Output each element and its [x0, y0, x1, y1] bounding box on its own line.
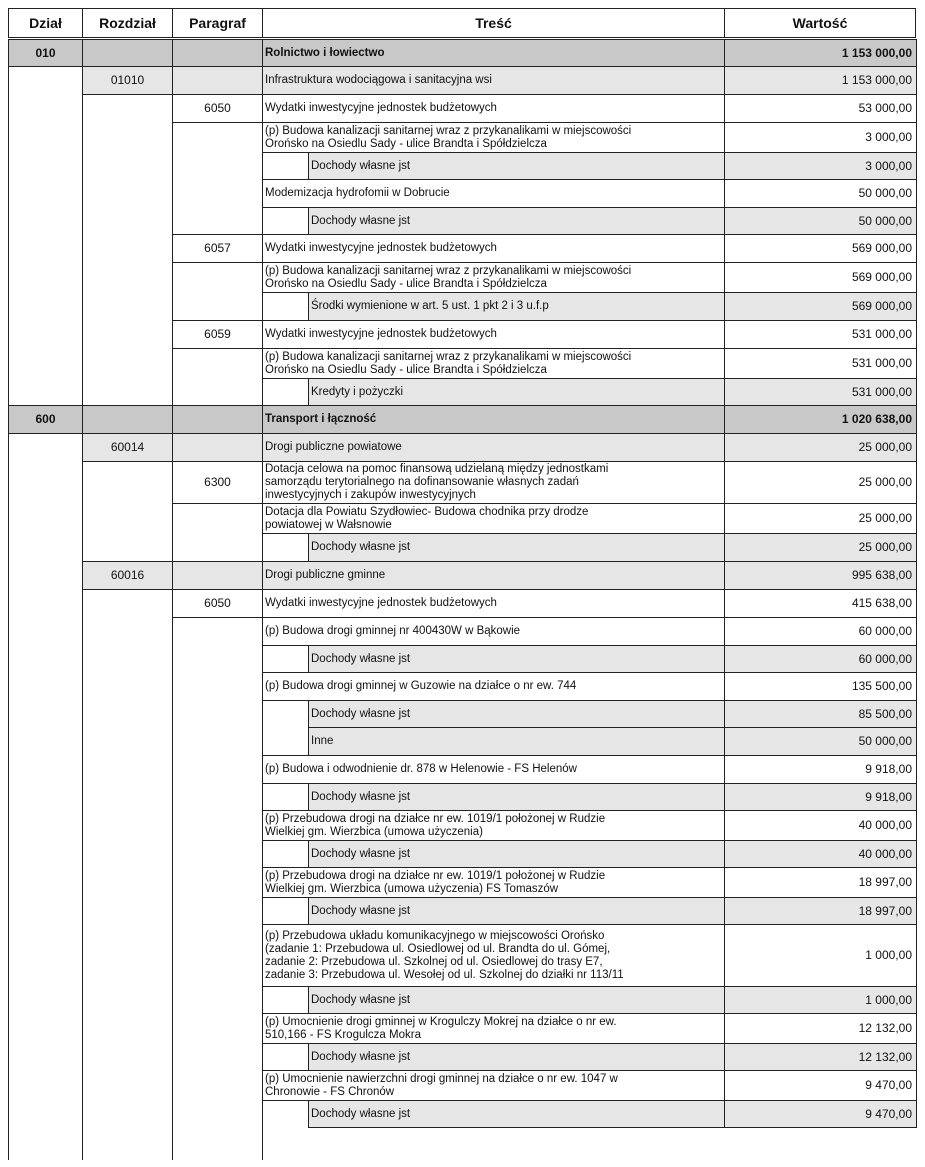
- funding-source: Inne: [308, 727, 725, 756]
- table-row-zrodlo: [8, 207, 916, 234]
- funding-source: Dochody własne jst: [308, 207, 725, 235]
- row-value: 18 997,00: [724, 897, 917, 925]
- row-value: 1 153 000,00: [724, 39, 917, 67]
- funding-source: Dochody własne jst: [308, 986, 725, 1014]
- task-name: (p) Przebudowa drogi na działce nr ew. 1019/1 położonej w Rudzie Wielkiej gm. Wierzbica (umowa użyczenia) FS Tomaszów: [262, 867, 725, 898]
- row-value: 1 153 000,00: [724, 66, 917, 95]
- paragraf-name: Wydatki inwestycyjne jednostek budżetowych: [262, 234, 725, 263]
- row-value: 9 470,00: [724, 1070, 917, 1101]
- funding-source: Dochody własne jst: [308, 700, 725, 728]
- row-value: 3 000,00: [724, 122, 917, 153]
- row-value: 25 000,00: [724, 433, 917, 462]
- task-name: (p) Budowa kanalizacji sanitarnej wraz z przykanalikami w miejscowości Orońsko na Osiedlu Sady - ulice Brandta i Spółdzielcza: [262, 122, 725, 153]
- grid-line-paragraf: [262, 39, 263, 1160]
- paragraf-cell: [172, 66, 263, 95]
- table-row-zadanie: [8, 262, 916, 292]
- rozdzial-code: 60014: [82, 433, 173, 462]
- row-value: 1 000,00: [724, 986, 917, 1014]
- task-name: (p) Umocnienie drogi gminnej w Krogulczy Mokrej na działce o nr ew. 510,166 - FS Krogulcza Mokra: [262, 1013, 725, 1044]
- paragraf-cell: [172, 433, 263, 462]
- table-row-rozdzial: [8, 433, 916, 461]
- table-row-paragraf: [8, 589, 916, 617]
- funding-source: Dochody własne jst: [308, 783, 725, 811]
- row-value: 9 918,00: [724, 783, 917, 811]
- table-row-zrodlo: [8, 700, 916, 727]
- row-value: 25 000,00: [724, 503, 917, 534]
- funding-source: Dochody własne jst: [308, 1100, 725, 1128]
- row-value: 569 000,00: [724, 292, 917, 321]
- funding-source: Dochody własne jst: [308, 533, 725, 562]
- row-value: 569 000,00: [724, 234, 917, 263]
- task-name: (p) Budowa drogi gminnej nr 400430W w Bąkowie: [262, 617, 725, 646]
- table-row-zadanie: [8, 1070, 916, 1100]
- task-name: (p) Budowa drogi gminnej w Guzowie na działce o nr ew. 744: [262, 672, 725, 701]
- table-row-zadanie: [8, 503, 916, 533]
- header-dzial: Dział: [8, 8, 83, 38]
- dzial-name: Rolnictwo i łowiectwo: [262, 39, 725, 67]
- paragraf-name: Wydatki inwestycyjne jednostek budżetowych: [262, 320, 725, 349]
- table-row-paragraf: [8, 461, 916, 503]
- task-name: (p) Przebudowa drogi na działce nr ew. 1019/1 położonej w Rudzie Wielkiej gm. Wierzbica (umowa użyczenia): [262, 810, 725, 841]
- funding-source: Dochody własne jst: [308, 897, 725, 925]
- row-value: 415 638,00: [724, 589, 917, 618]
- table-row-paragraf: [8, 320, 916, 348]
- paragraf-cell: [172, 405, 263, 434]
- table-row-zadanie: [8, 672, 916, 700]
- table-row-zadanie: [8, 755, 916, 783]
- task-name: (p) Budowa i odwodnienie dr. 878 w Helenowie - FS Helenów: [262, 755, 725, 784]
- task-name: (p) Budowa kanalizacji sanitarnej wraz z przykanalikami w miejscowości Orońsko na Osiedlu Sady - ulice Brandta i Spółdzielcza: [262, 348, 725, 379]
- table-row-paragraf: [8, 94, 916, 122]
- row-value: 18 997,00: [724, 867, 917, 898]
- table-row-paragraf: [8, 234, 916, 262]
- row-value: 60 000,00: [724, 645, 917, 673]
- rozdzial-name: Infrastruktura wodociągowa i sanitacyjna wsi: [262, 66, 725, 95]
- table-row-zadanie: [8, 810, 916, 840]
- table-row-rozdzial: [8, 66, 916, 94]
- dzial-code: 600: [8, 405, 83, 434]
- grid-line-dzial: [82, 39, 83, 1160]
- table-row-zrodlo: [8, 1100, 916, 1127]
- header-wartosc: Wartość: [724, 8, 916, 38]
- row-value: 53 000,00: [724, 94, 917, 123]
- table-row-zrodlo: [8, 645, 916, 672]
- table-row-zrodlo: [8, 783, 916, 810]
- row-value: 531 000,00: [724, 320, 917, 349]
- table-row-zrodlo: [8, 727, 916, 755]
- dzial-name: Transport i łączność: [262, 405, 725, 434]
- funding-source: Kredyty i pożyczki: [308, 378, 725, 406]
- header-tresc: Treść: [262, 8, 725, 38]
- row-value: 50 000,00: [724, 207, 917, 235]
- table-row-zrodlo: [8, 840, 916, 867]
- row-value: 40 000,00: [724, 810, 917, 841]
- table-row-rozdzial: [8, 561, 916, 589]
- task-name: (p) Umocnienie nawierzchni drogi gminnej na działce o nr ew. 1047 w Chronowie - FS Chronów: [262, 1070, 725, 1101]
- paragraf-code: 6050: [172, 94, 263, 123]
- paragraf-code: 6059: [172, 320, 263, 349]
- header-paragraf: Paragraf: [172, 8, 263, 38]
- paragraf-code: 6050: [172, 589, 263, 618]
- table-row-zadanie: [8, 122, 916, 152]
- table-row-zrodlo: [8, 533, 916, 561]
- paragraf-cell: [172, 39, 263, 67]
- task-name: Dotacja dla Powiatu Szydłowiec- Budowa chodnika przy drodze powiatowej w Wałsnowie: [262, 503, 725, 534]
- header-rozdzial: Rozdział: [82, 8, 173, 38]
- row-value: 60 000,00: [724, 617, 917, 646]
- table-row-zrodlo: [8, 378, 916, 405]
- rozdzial-cell: [82, 39, 173, 67]
- table-row-zadanie: [8, 617, 916, 645]
- table-row-zrodlo: [8, 1043, 916, 1070]
- table-row-zrodlo: [8, 292, 916, 320]
- table-row-zadanie: [8, 924, 916, 986]
- table-row-zrodlo: [8, 986, 916, 1013]
- row-value: 12 132,00: [724, 1013, 917, 1044]
- grid-line-left: [8, 39, 9, 1160]
- paragraf-code: 6057: [172, 234, 263, 263]
- dzial-code: 010: [8, 39, 83, 67]
- row-value: 1 020 638,00: [724, 405, 917, 434]
- table-row-dzial: [8, 39, 916, 66]
- rozdzial-cell: [82, 405, 173, 434]
- rozdzial-code: 01010: [82, 66, 173, 95]
- task-name: (p) Budowa kanalizacji sanitarnej wraz z przykanalikami w miejscowości Orońsko na Osiedlu Sady - ulice Brandta i Spółdzielcza: [262, 262, 725, 293]
- row-value: 50 000,00: [724, 179, 917, 208]
- budget-table: [8, 8, 916, 1160]
- rozdzial-name: Drogi publiczne powiatowe: [262, 433, 725, 462]
- row-value: 9 470,00: [724, 1100, 917, 1128]
- grid-line-rozdzial: [172, 39, 173, 1160]
- row-value: 40 000,00: [724, 840, 917, 868]
- table-row-dzial: [8, 405, 916, 433]
- paragraf-code: 6300: [172, 461, 263, 504]
- paragraf-name: Wydatki inwestycyjne jednostek budżetowych: [262, 94, 725, 123]
- rozdzial-code: 60016: [82, 561, 173, 590]
- funding-source: Dochody własne jst: [308, 1043, 725, 1071]
- funding-source: Środki wymienione w art. 5 ust. 1 pkt 2 i 3 u.f.p: [308, 292, 725, 321]
- rozdzial-name: Drogi publiczne gminne: [262, 561, 725, 590]
- row-value: 25 000,00: [724, 461, 917, 504]
- table-row-zrodlo: [8, 897, 916, 924]
- row-value: 85 500,00: [724, 700, 917, 728]
- row-value: 1 000,00: [724, 924, 917, 987]
- row-value: 531 000,00: [724, 348, 917, 379]
- row-value: 995 638,00: [724, 561, 917, 590]
- task-name: (p) Przebudowa układu komunikacyjnego w miejscowości Orońsko (zadanie 1: Przebudowa ul. Osiedlowej od ul. Brandta do ul. Gómej, zadanie 2: Przebudowa ul. Szkolnej od ul. Osiedlowej do trasy E7, zadanie 3: Przebudowa ul. Wesołej od ul. Szkolnej do działki nr 113/11: [262, 924, 725, 987]
- row-value: 135 500,00: [724, 672, 917, 701]
- funding-source: Dochody własne jst: [308, 645, 725, 673]
- row-value: 3 000,00: [724, 152, 917, 180]
- table-row-zadanie: [8, 179, 916, 207]
- funding-source: Dochody własne jst: [308, 840, 725, 868]
- row-value: 531 000,00: [724, 378, 917, 406]
- funding-source: Dochody własne jst: [308, 152, 725, 180]
- row-value: 25 000,00: [724, 533, 917, 562]
- row-value: 50 000,00: [724, 727, 917, 756]
- paragraf-name: Wydatki inwestycyjne jednostek budżetowych: [262, 589, 725, 618]
- row-value: 9 918,00: [724, 755, 917, 784]
- paragraf-cell: [172, 561, 263, 590]
- table-row-zrodlo: [8, 152, 916, 179]
- paragraf-name: Dotacja celowa na pomoc finansową udzielaną między jednostkami samorządu terytorialnego na dofinansowanie własnych zadań inwestycyjnych i zakupów inwestycyjnych: [262, 461, 725, 504]
- row-value: 12 132,00: [724, 1043, 917, 1071]
- table-row-zadanie: [8, 348, 916, 378]
- task-name: Modemizacja hydrofomii w Dobrucie: [262, 179, 725, 208]
- table-row-zadanie: [8, 867, 916, 897]
- row-value: 569 000,00: [724, 262, 917, 293]
- table-row-zadanie: [8, 1013, 916, 1043]
